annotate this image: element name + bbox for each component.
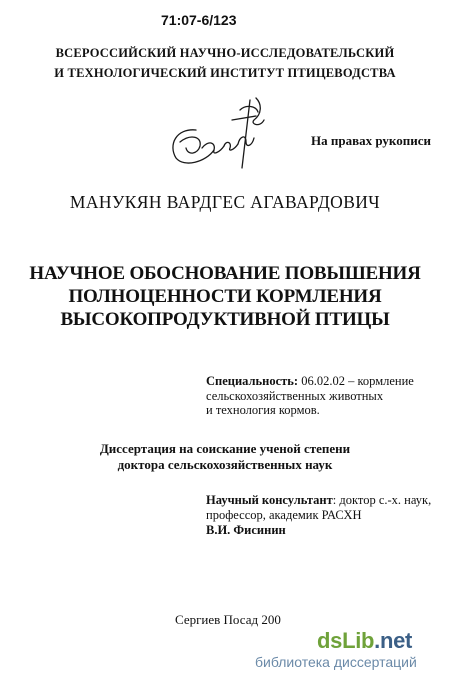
advisor-block — [206, 493, 431, 538]
author-name: МАНУКЯН ВАРДГЕС АГАВАРДОВИЧ — [69, 192, 381, 212]
specialty-block — [206, 374, 414, 418]
manuscript-rights: На правах рукописи — [311, 133, 431, 148]
advisor-line-1 — [206, 493, 431, 508]
specialty-line-1 — [206, 374, 414, 389]
title-line-3: ВЫСОКОПРОДУКТИВНОЙ ПТИЦЫ — [60, 309, 390, 330]
specialty-label: Специальность: — [206, 374, 299, 388]
specialty-code: 06.02.02 – кормление — [298, 374, 414, 388]
watermark-part-1: dsLib — [317, 628, 375, 653]
specialty-line-2: сельскохозяйственных животных — [206, 388, 384, 403]
watermark-logo — [317, 628, 412, 654]
institute-line-2: И ТЕХНОЛОГИЧЕСКИЙ ИНСТИТУТ ПТИЦЕВОДСТВА — [54, 66, 396, 80]
watermark-part-2: .net — [374, 628, 413, 653]
title-line-1: НАУЧНОЕ ОБОСНОВАНИЕ ПОВЫШЕНИЯ — [29, 263, 421, 284]
title-line-2: ПОЛНОЦЕННОСТИ КОРМЛЕНИЯ — [68, 286, 382, 307]
watermark-subtitle: библиотека диссертаций — [255, 654, 417, 670]
handwritten-signature — [166, 90, 271, 180]
degree-line-1: Диссертация на соискание ученой степени — [99, 441, 351, 456]
institute-name — [0, 43, 450, 83]
advisor-label: Научный консультант — [206, 493, 333, 507]
place-and-year: Сергиев Посад 200 — [175, 612, 281, 627]
degree-line-2: доктора сельскохозяйственных наук — [117, 457, 333, 472]
specialty-line-3: и технология кормов. — [206, 403, 320, 417]
institute-line-1: ВСЕРОССИЙСКИЙ НАУЧНО-ИССЛЕДОВАТЕЛЬСКИЙ — [55, 46, 395, 60]
advisor-degree: : доктор с.-х. наук, — [332, 493, 432, 507]
advisor-name: В.И. Фисинин — [206, 523, 286, 537]
document-code: 71:07-6/123 — [161, 12, 237, 28]
degree-statement — [0, 441, 450, 473]
dissertation-title — [0, 262, 450, 331]
advisor-line-2: профессор, академик РАСХН — [206, 508, 362, 522]
